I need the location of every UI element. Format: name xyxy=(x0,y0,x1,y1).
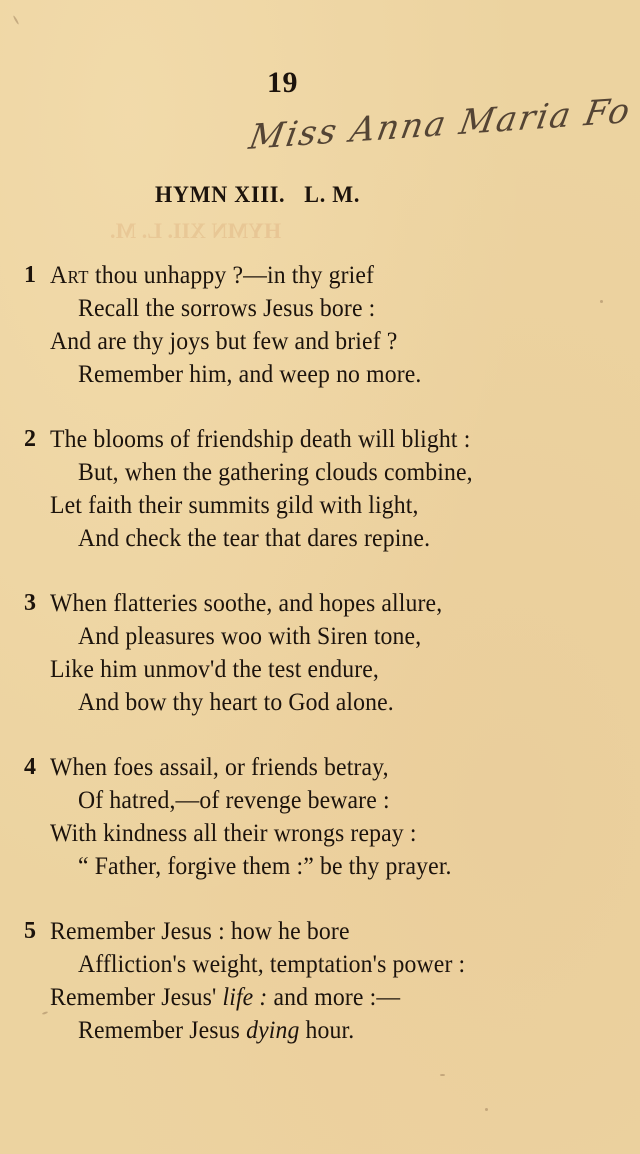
verse-line: Remember Jesus : how he bore xyxy=(50,916,350,945)
verse-line: And are thy joys but few and brief ? xyxy=(50,326,398,355)
handwritten-inscription: Miss Anna Maria Fo xyxy=(246,90,635,158)
line-text: Remember Jesus xyxy=(78,1015,247,1044)
paper-speck xyxy=(485,1108,488,1111)
stanza-number: 4 xyxy=(24,754,36,780)
line-text: thou unhappy ?—in thy grief xyxy=(88,260,375,289)
paper-speck xyxy=(440,1074,445,1076)
stanza-number: 5 xyxy=(24,918,36,944)
paper-speck xyxy=(600,300,603,303)
verse-line: “ Father, forgive them :” be thy prayer. xyxy=(78,851,452,880)
verse-line: Affliction's weight, temptation's power : xyxy=(78,949,466,978)
hymn-title: HYMN XIII. L. M. xyxy=(155,182,361,207)
verse-line: Recall the sorrows Jesus bore : xyxy=(78,293,376,322)
stanza-number: 2 xyxy=(24,426,36,452)
italic-word: life : xyxy=(222,982,268,1011)
verse-line: When foes assail, or friends betray, xyxy=(50,752,389,781)
verse-line: But, when the gathering clouds combine, xyxy=(78,457,473,486)
verse-line: Remember him, and weep no more. xyxy=(78,359,422,388)
verse-line xyxy=(78,1017,354,1043)
lead-word: Art xyxy=(50,260,89,289)
line-text: Remember Jesus' xyxy=(50,982,223,1011)
stanza-number: 1 xyxy=(24,262,36,288)
verse-line: When flatteries soothe, and hopes allure, xyxy=(50,588,443,617)
verse-line: And pleasures woo with Siren tone, xyxy=(78,621,422,650)
bleed-through-text: HYMN XII. L. M. xyxy=(110,218,282,243)
italic-word: dying xyxy=(246,1015,300,1044)
verse-line: And bow thy heart to God alone. xyxy=(78,687,394,716)
verse-line xyxy=(50,262,374,288)
line-text: hour. xyxy=(299,1015,355,1044)
verse-line: And check the tear that dares repine. xyxy=(78,523,431,552)
verse-line: Like him unmov'd the test endure, xyxy=(50,654,379,683)
page-number: 19 xyxy=(267,66,298,99)
verse-line: With kindness all their wrongs repay : xyxy=(50,818,417,847)
verse-line: Let faith their summits gild with light, xyxy=(50,490,419,519)
paper-speck xyxy=(13,15,20,25)
line-text: and more :— xyxy=(267,982,401,1011)
verse-line: The blooms of friendship death will blight : xyxy=(50,424,471,453)
verse-line: Of hatred,—of revenge beware : xyxy=(78,785,390,814)
paper-speck xyxy=(42,1011,48,1015)
stanza-number: 3 xyxy=(24,590,36,616)
verse-line xyxy=(50,984,400,1010)
